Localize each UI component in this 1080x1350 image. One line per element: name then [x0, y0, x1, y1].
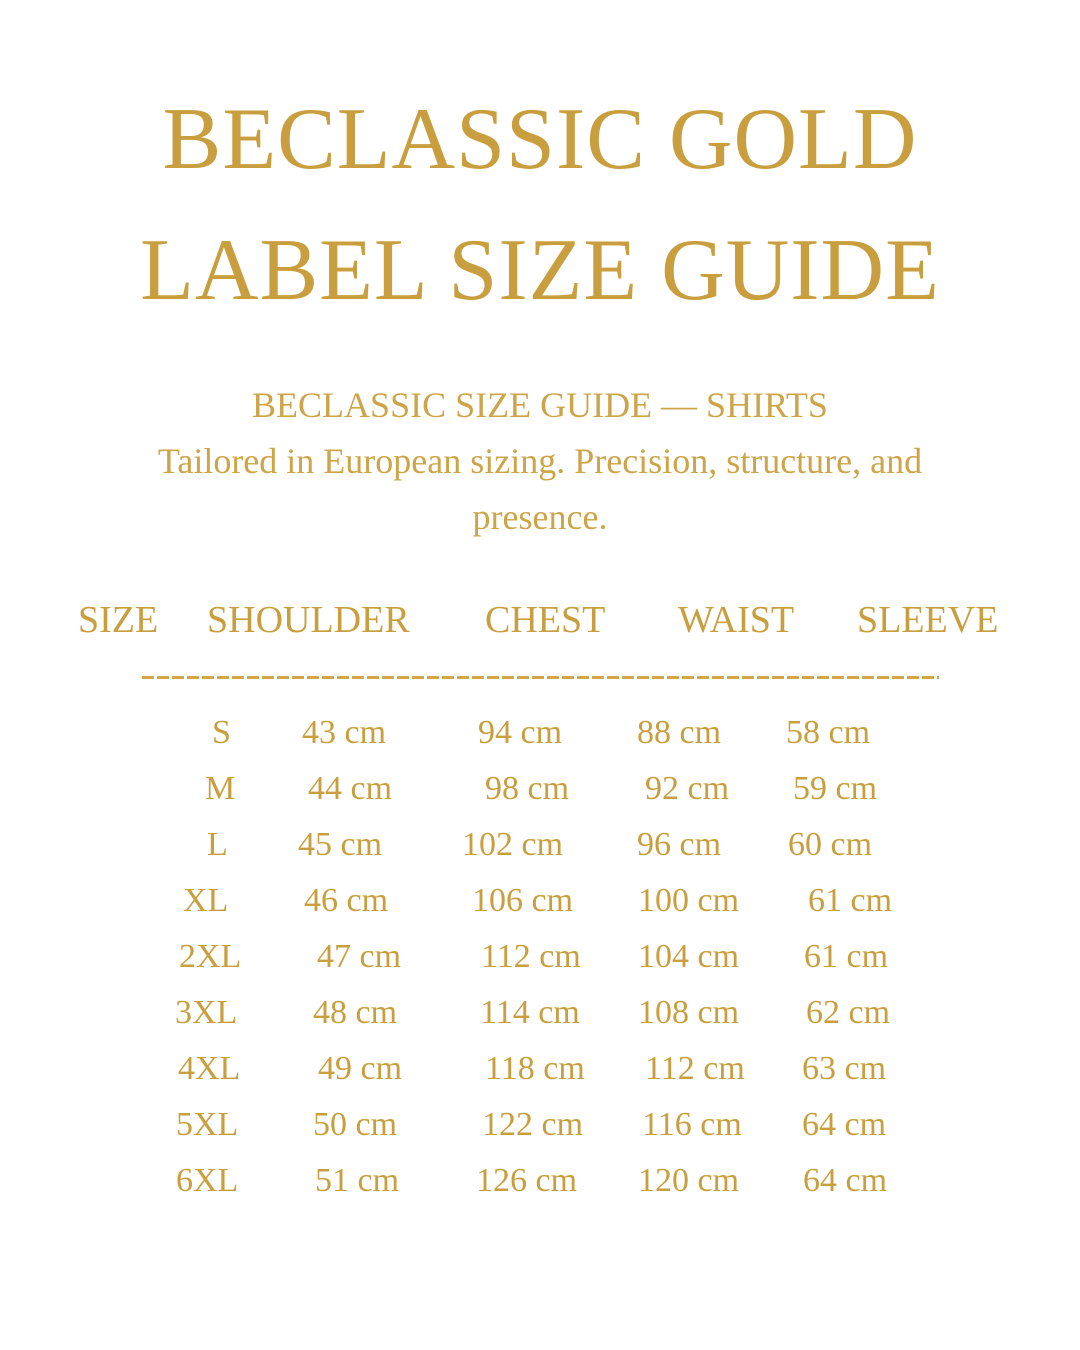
section-heading: BECLASSIC SIZE GUIDE — SHIRTS: [252, 385, 828, 425]
cell-chest: 114 cm: [480, 994, 580, 1031]
cell-waist: 116 cm: [642, 1106, 742, 1143]
cell-size: XL: [183, 882, 229, 919]
table-row: [0, 1052, 1080, 1092]
cell-waist: 100 cm: [638, 882, 740, 919]
cell-size: M: [205, 770, 236, 807]
tagline-line-1: Tailored in European sizing. Precision, structure, and: [157, 441, 923, 481]
table-row: [0, 940, 1080, 980]
header-shoulder: SHOULDER: [207, 599, 410, 641]
header-waist: WAIST: [678, 599, 795, 641]
cell-chest: 112 cm: [481, 938, 581, 975]
header-sleeve: SLEEVE: [857, 599, 999, 641]
cell-shoulder: 47 cm: [317, 938, 402, 975]
cell-waist: 108 cm: [638, 994, 740, 1031]
table-row: [0, 1164, 1080, 1204]
cell-shoulder: 51 cm: [315, 1162, 400, 1199]
page-title-line-2: LABEL SIZE GUIDE: [140, 222, 940, 319]
cell-chest: 106 cm: [472, 882, 574, 919]
cell-chest: 122 cm: [482, 1106, 584, 1143]
cell-size: 5XL: [176, 1106, 239, 1143]
table-divider: [142, 676, 939, 679]
cell-size: 6XL: [176, 1162, 239, 1199]
cell-waist: 120 cm: [638, 1162, 740, 1199]
cell-waist: 104 cm: [638, 938, 740, 975]
cell-sleeve: 61 cm: [808, 882, 893, 919]
table-row: [0, 772, 1080, 812]
cell-size: S: [212, 714, 231, 751]
cell-chest: 118 cm: [485, 1050, 585, 1087]
cell-size: 3XL: [175, 994, 238, 1031]
cell-waist: 96 cm: [637, 826, 722, 863]
cell-sleeve: 60 cm: [788, 826, 873, 863]
cell-waist: 92 cm: [645, 770, 730, 807]
cell-chest: 126 cm: [476, 1162, 578, 1199]
table-row: [0, 828, 1080, 868]
cell-shoulder: 48 cm: [313, 994, 398, 1031]
table-header: [0, 601, 1080, 641]
cell-sleeve: 64 cm: [802, 1106, 887, 1143]
table-row: [0, 884, 1080, 924]
cell-size: 2XL: [179, 938, 242, 975]
cell-sleeve: 58 cm: [786, 714, 871, 751]
cell-shoulder: 50 cm: [313, 1106, 398, 1143]
cell-shoulder: 44 cm: [308, 770, 393, 807]
header-size: SIZE: [78, 599, 159, 641]
cell-shoulder: 45 cm: [298, 826, 383, 863]
cell-sleeve: 61 cm: [804, 938, 889, 975]
cell-sleeve: 64 cm: [803, 1162, 888, 1199]
tagline-line-2: presence.: [472, 497, 608, 537]
cell-waist: 88 cm: [637, 714, 722, 751]
table-row: [0, 1108, 1080, 1148]
table-row: [0, 716, 1080, 756]
cell-shoulder: 49 cm: [318, 1050, 403, 1087]
cell-chest: 102 cm: [462, 826, 564, 863]
cell-size: 4XL: [178, 1050, 241, 1087]
cell-waist: 112 cm: [645, 1050, 745, 1087]
cell-chest: 94 cm: [478, 714, 563, 751]
table-row: [0, 996, 1080, 1036]
header-chest: CHEST: [485, 599, 606, 641]
cell-sleeve: 59 cm: [793, 770, 878, 807]
cell-sleeve: 63 cm: [802, 1050, 887, 1087]
cell-size: L: [207, 826, 228, 863]
page-title-line-1: BECLASSIC GOLD: [162, 91, 918, 188]
cell-sleeve: 62 cm: [806, 994, 891, 1031]
cell-chest: 98 cm: [485, 770, 570, 807]
cell-shoulder: 46 cm: [304, 882, 389, 919]
cell-shoulder: 43 cm: [302, 714, 387, 751]
